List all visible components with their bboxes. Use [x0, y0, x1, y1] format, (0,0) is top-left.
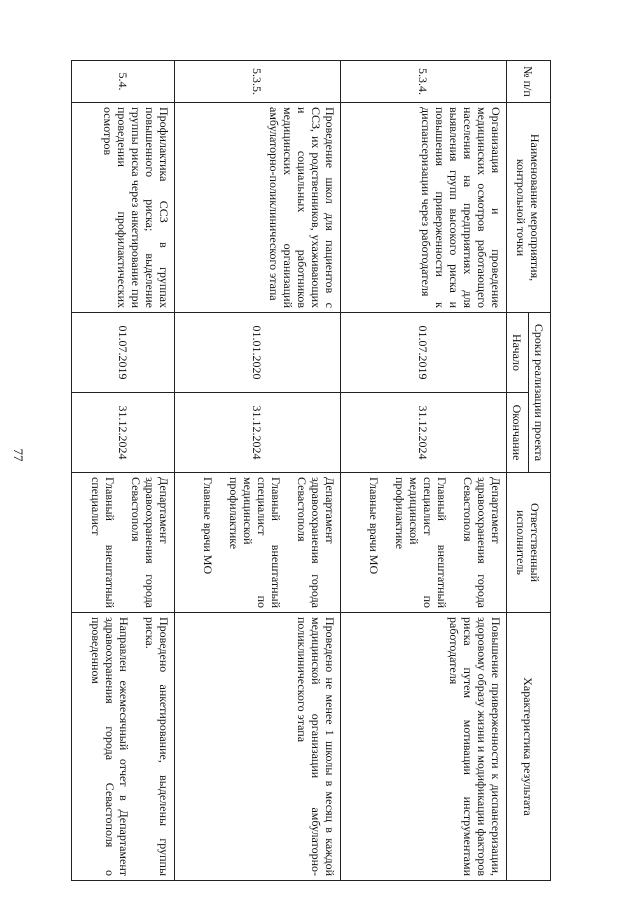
- responsible-line: Департамент здравоохранения города Севастополя: [295, 477, 337, 608]
- row-end: 31.12.2024: [72, 393, 175, 473]
- header-event: Наименование мероприятия, контрольной точки: [507, 103, 551, 313]
- header-num: № п/п: [507, 61, 551, 103]
- result-line: Проведено анкетирование, выделены группы риска.: [143, 617, 171, 876]
- row-end: 31.12.2024: [175, 393, 341, 473]
- responsible-line: Департамент здравоохранения города Севастополя: [129, 477, 171, 608]
- row-start: 01.01.2020: [175, 313, 341, 393]
- activities-table: [71, 60, 551, 881]
- row-responsible: [175, 473, 341, 613]
- result-line: Направлен ежемесячный отчет в Департамент здравоохранения города Севастополя о проведенном: [89, 617, 131, 876]
- header-start: Начало: [507, 313, 529, 393]
- row-num: 5.4.: [72, 61, 175, 103]
- responsible-line: Главный внештатный специалист по медицинской профилактике: [393, 477, 449, 608]
- row-result: [72, 613, 175, 881]
- row-start: 01.07.2019: [341, 313, 507, 393]
- row-responsible: [341, 473, 507, 613]
- header-terms: Сроки реализации проекта: [529, 313, 551, 473]
- row-event: Организация и проведение медицинских осмотров работающего населения на предприятиях для выявления групп высокого риска и повышения приверженности к диспансеризации через работодателя: [341, 103, 507, 313]
- table-row: [175, 61, 341, 881]
- row-start: 01.07.2019: [72, 313, 175, 393]
- rotated-table-container: [71, 60, 551, 880]
- row-num: 5.3.4.: [341, 61, 507, 103]
- row-responsible: [72, 473, 175, 613]
- page-number: 77: [11, 448, 26, 462]
- responsible-line: Главные врачи МО: [367, 477, 381, 575]
- row-num: 5.3.5.: [175, 61, 341, 103]
- row-result: Повышение приверженности к диспансеризации, здоровому образу жизни и модификации факторов риска путем мотивации инструментами работодателя: [341, 613, 507, 881]
- header-result: Характеристика результата: [507, 613, 551, 881]
- responsible-line: Главный внештатный специалист: [89, 477, 117, 608]
- responsible-line: Департамент здравоохранения города Севастополя: [461, 477, 503, 608]
- responsible-line: Главные врачи МО: [201, 477, 215, 575]
- table-row: [341, 61, 507, 881]
- table-row: [72, 61, 175, 881]
- row-event: Проведение школ для пациентов с ССЗ, их родственников, ухаживающих и социальных работников медицинских организаций амбулаторно-поликлинического этапа: [175, 103, 341, 313]
- header-responsible: Ответственный исполнитель: [507, 473, 551, 613]
- row-end: 31.12.2024: [341, 393, 507, 473]
- header-end: Окончание: [507, 393, 529, 473]
- responsible-line: Главный внештатный специалист по медицинской профилактике: [227, 477, 283, 608]
- row-result: Проведено не менее 1 школы в месяц в каждой медицинской организации амбулаторно-поликлинического этапа: [175, 613, 341, 881]
- row-event: Профилактика ССЗ в группах повышенного риска; выделение группы риска через анкетирование при проведении профилактических осмотров: [72, 103, 175, 313]
